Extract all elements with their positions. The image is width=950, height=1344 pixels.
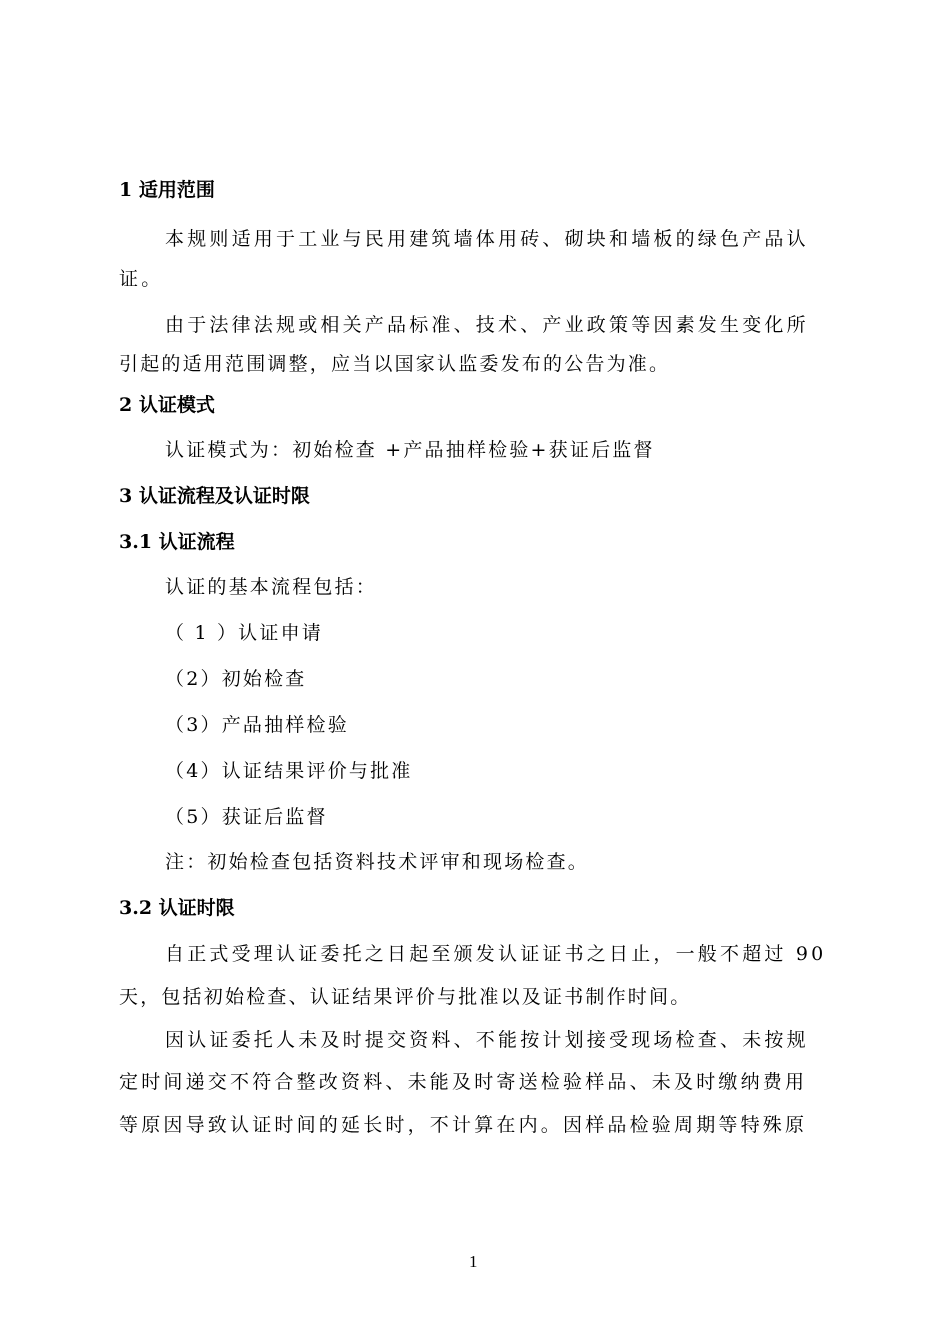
time-limit-paragraph-2-line-2: 定时间递交不符合整改资料、未能及时寄送检验样品、未及时缴纳费用 <box>119 1071 808 1093</box>
page-number: 1 <box>469 1252 478 1271</box>
process-step-4: （4）认证结果评价与批准 <box>165 760 413 782</box>
process-intro: 认证的基本流程包括： <box>165 576 378 598</box>
scope-paragraph-1-line-2: 证。 <box>119 268 164 290</box>
time-limit-paragraph-1-line-2: 天，包括初始检查、认证结果评价与批准以及证书制作时间。 <box>119 986 692 1008</box>
scope-paragraph-2-line-2: 引起的适用范围调整，应当以国家认监委发布的公告为准。 <box>119 353 671 375</box>
process-step-2: （2）初始检查 <box>165 668 307 690</box>
process-step-1: （ 1 ）认证申请 <box>165 622 323 644</box>
process-step-5: （5）获证后监督 <box>165 806 328 828</box>
time-limit-paragraph-1-line-1: 自正式受理认证委托之日起至颁发认证证书之日止，一般不超过 90 <box>165 943 827 965</box>
time-limit-paragraph-2-line-1: 因认证委托人未及时提交资料、不能按计划接受现场检查、未按规 <box>165 1029 809 1051</box>
section-3-heading: 3 认证流程及认证时限 <box>119 485 310 507</box>
section-3-1-heading: 3.1 认证流程 <box>119 531 235 553</box>
section-3-2-heading: 3.2 认证时限 <box>119 897 235 919</box>
scope-paragraph-1-line-1: 本规则适用于工业与民用建筑墙体用砖、砌块和墙板的绿色产品认 <box>165 228 809 250</box>
section-2-heading: 2 认证模式 <box>119 394 215 416</box>
process-step-3: （3）产品抽样检验 <box>165 714 349 736</box>
time-limit-paragraph-2-line-3: 等原因导致认证时间的延长时，不计算在内。因样品检验周期等特殊原 <box>119 1114 808 1136</box>
scope-paragraph-2-line-1: 由于法律法规或相关产品标准、技术、产业政策等因素发生变化所 <box>165 314 809 336</box>
certification-mode-text: 认证模式为：初始检查 +产品抽样检验+获证后监督 <box>165 439 655 461</box>
process-note: 注：初始检查包括资料技术评审和现场检查。 <box>165 851 590 873</box>
section-1-heading: 1 适用范围 <box>119 179 215 201</box>
